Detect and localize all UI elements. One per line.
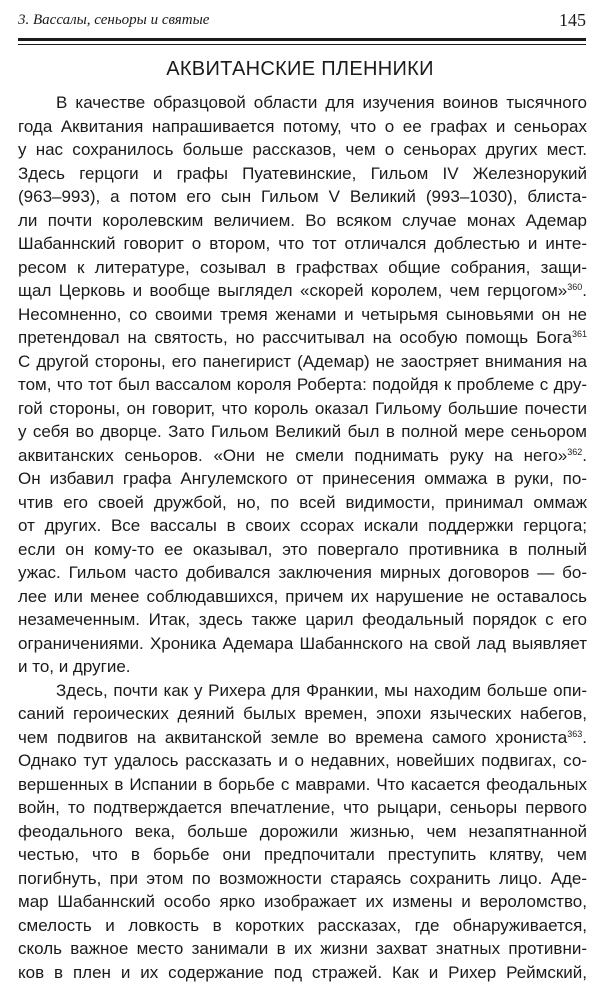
text-line — [18, 256, 587, 280]
line-text: и то, и другие. — [18, 657, 131, 676]
text-line — [18, 185, 587, 209]
text-line — [18, 115, 587, 139]
text-line — [18, 279, 587, 303]
line-text: вершенных в Испании в борьбе с маврами. Что касается феодальных — [18, 775, 587, 794]
line-text: чтив его своей дружбой, но, по всей видимости, принимал оммаж — [18, 493, 587, 512]
line-text: если он кому-то ее оказывал, это повергало противника в полный — [18, 540, 587, 559]
line-text: (963–993), а потом его сын Гильом V Великий (993–1030), блиста- — [18, 187, 587, 206]
text-line — [18, 890, 587, 914]
line-text: ли почти королевским величием. Во всяком случае монах Адемар — [18, 211, 587, 230]
text-line — [18, 726, 587, 750]
text-line — [18, 232, 587, 256]
text-line — [18, 843, 587, 867]
punctuation: . — [582, 446, 587, 465]
text-line — [18, 467, 587, 491]
text-line — [18, 937, 587, 961]
line-text: Шабаннский говорит о втором, что тот отличался доблестью и инте- — [18, 234, 587, 253]
running-title: 3. Вассалы, сеньоры и святые — [18, 12, 209, 29]
line-text: ресом к литературе, созывал в графствах общие собрания, защи- — [18, 258, 587, 277]
line-text: Здесь, почти как у Рихера для Франкии, мы находим больше опи- — [56, 681, 587, 700]
text-line — [18, 867, 587, 891]
text-line — [18, 326, 587, 350]
page-number: 145 — [559, 10, 586, 31]
text-line — [18, 961, 587, 984]
running-header — [18, 10, 586, 30]
footnote-ref[interactable]: 363 — [567, 729, 582, 739]
line-text: Он избавил графа Ангулемского от принесения оммажа в руки, по- — [18, 469, 587, 488]
text-line — [18, 655, 587, 679]
line-text: чем подвигов на аквитанской земле во времена самого хрониста — [18, 728, 567, 747]
text-line — [18, 773, 587, 797]
line-text: ужас. Гильом часто добивался заключения мирных договоров — бо- — [18, 563, 587, 582]
body-text — [18, 91, 587, 984]
line-text: Несомненно, со своими тремя женами и четырьмя сыновьями он не — [18, 305, 587, 324]
line-text: у нас сохранилось больше рассказов, чем о сеньорах других мест. — [18, 140, 587, 159]
line-text: феодального века, больше дорожили жизнью, чем незапятнанной — [18, 822, 587, 841]
line-text: мар Шабаннский особо ярко изображает их измены и вероломство, — [18, 892, 587, 911]
text-line — [18, 91, 587, 115]
line-text: гой стороны, он говорит, что король оказал Гильому большие почести — [18, 399, 587, 418]
text-line — [18, 561, 587, 585]
text-line — [18, 138, 587, 162]
text-line — [18, 162, 587, 186]
header-rule-thick — [18, 38, 586, 41]
line-text: ков в плен и их содержание под стражей. Как и Рихер Реймский, — [18, 963, 587, 982]
text-line — [18, 585, 587, 609]
line-text: Здесь герцоги и графы Пуатевинские, Гильом IV Железнорукий — [18, 164, 587, 183]
text-line — [18, 796, 587, 820]
text-line — [18, 444, 587, 468]
text-line — [18, 350, 587, 374]
text-line — [18, 420, 587, 444]
text-line — [18, 514, 587, 538]
line-text: В качестве образцовой области для изучения воинов тысячного — [56, 93, 587, 112]
line-text: претендовал на святость, но рассчитывал на особую помощь Бога — [18, 328, 572, 347]
text-line — [18, 679, 587, 703]
punctuation: . — [582, 728, 587, 747]
text-line — [18, 820, 587, 844]
line-text: ограничениями. Хроника Адемара Шабаннского на свой лад выявляет — [18, 634, 587, 653]
text-line — [18, 608, 587, 632]
line-text: аквитанских сеньоров. «Они не смели поднимать руку на него» — [18, 446, 567, 465]
line-text: года Аквитания напрашивается потому, что о ее графах и сеньорах — [18, 117, 587, 136]
line-text: сколь важное место занимали в их жизни захват знатных противни- — [18, 939, 587, 958]
line-text: лее или менее соблюдавшихся, причем их нарушение не оставалось — [18, 587, 587, 606]
line-text: саний героических деяний былых времен, эпохи языческих набегов, — [18, 704, 587, 723]
text-line — [18, 749, 587, 773]
punctuation: . — [582, 281, 587, 300]
text-line — [18, 303, 587, 327]
footnote-ref[interactable]: 361 — [572, 329, 587, 339]
line-text: щал Церковь и вообще выглядел «скорей королем, чем герцогом» — [18, 281, 567, 300]
line-text: войн, то подтверждается впечатление, что рыцари, сеньоры первого — [18, 798, 587, 817]
line-text: от других. Все вассалы в своих ссорах искали поддержки герцога; — [18, 516, 587, 535]
text-line — [18, 632, 587, 656]
line-text: смелость и ловкость в коротких рассказах, где обнаруживается, — [18, 916, 587, 935]
line-text: честью, что в борьбе они предпочитали преступить клятву, чем — [18, 845, 587, 864]
line-text: у себя во дворце. Зато Гильом Великий был в полной мере сеньором — [18, 422, 587, 441]
footnote-ref[interactable]: 360 — [567, 282, 582, 292]
line-text: том, что тот был вассалом короля Роберта: подойдя к проблеме с дру- — [18, 375, 587, 394]
text-line — [18, 373, 587, 397]
text-line — [18, 491, 587, 515]
line-text: С другой стороны, его панегирист (Адемар) не заостряет внимания на — [18, 352, 587, 371]
line-text: Однако тут удалось рассказать и о недавних, новейших подвигах, со- — [18, 751, 587, 770]
line-text: погибнуть, при этом по возможности стараясь сохранить лицо. Аде- — [18, 869, 587, 888]
line-text: незамеченным. Итак, здесь также царил феодальный порядок с его — [18, 610, 587, 629]
section-title: АКВИТАНСКИЕ ПЛЕННИКИ — [0, 58, 600, 81]
text-line — [18, 914, 587, 938]
text-line — [18, 397, 587, 421]
header-rule-thin — [18, 44, 586, 45]
text-line — [18, 702, 587, 726]
footnote-ref[interactable]: 362 — [567, 447, 582, 457]
text-line — [18, 538, 587, 562]
text-line — [18, 209, 587, 233]
